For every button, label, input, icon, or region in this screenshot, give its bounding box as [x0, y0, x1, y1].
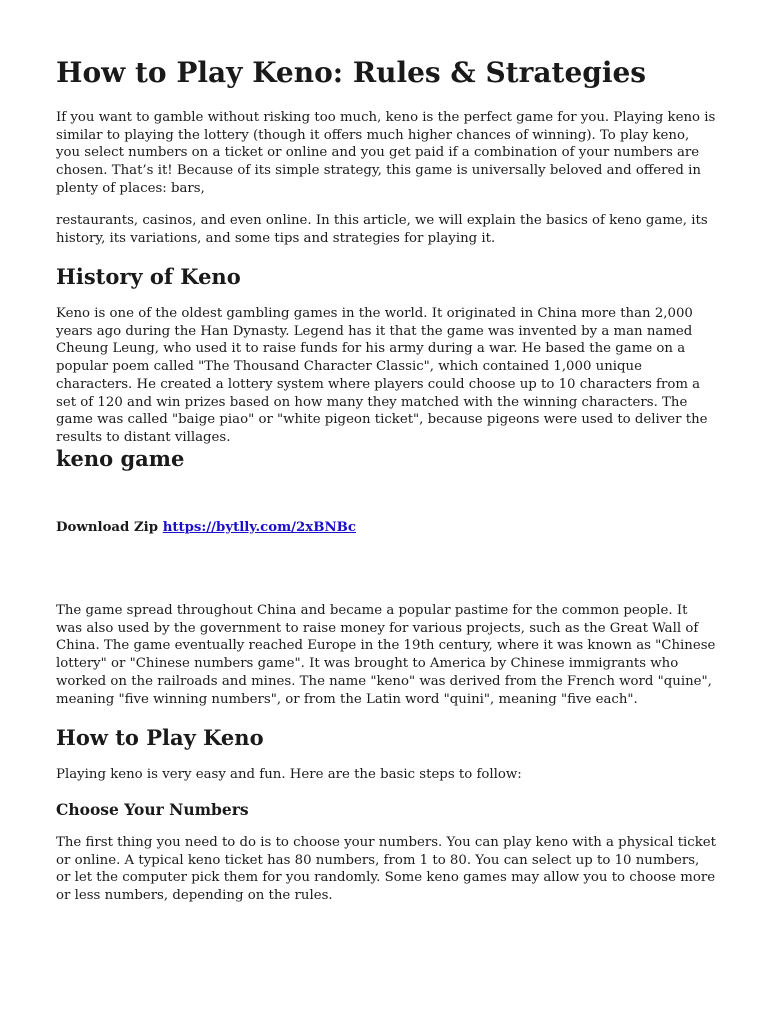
choose-numbers-paragraph: The first thing you need to do is to choose your numbers. You can play keno with a physical ticket or online. A typical keno ticket has 80 numbers, from 1 to 80. You can select up to 10 numbers, or let the computer pick them for you randomly. Some keno games may allow you to choose more or less numbers, depending on the rules. [56, 835, 717, 904]
download-label: Download Zip [56, 520, 159, 535]
how-to-play-heading: How to Play Keno [56, 725, 264, 750]
keno-game-heading: keno game [56, 446, 185, 471]
download-link[interactable]: https://bytlly.com/2xBNBc [162, 520, 356, 535]
choose-numbers-heading: Choose Your Numbers [56, 800, 249, 819]
intro-paragraph-2: restaurants, casinos, and even online. In this article, we will explain the basics of keno game, its history, its variations, and some tips and strategies for playing it. [56, 213, 708, 246]
how-to-play-intro: Playing keno is very easy and fun. Here are the basic steps to follow: [56, 767, 522, 782]
page-title: How to Play Keno: Rules & Strategies [56, 56, 647, 89]
history-paragraph-2: The game spread throughout China and became a popular pastime for the common people. It was also used by the government to raise money for various projects, such as the Great Wall of China. The game eventually reached Europe in the 19th century, where it was known as "Chinese lottery" or "Chinese numbers game". It was brought to America by Chinese immigrants who worked on the railroads and mines. The name "keno" was derived from the French word "quine", meaning "five winning numbers", or from the Latin word "quini", meaning "five each". [56, 603, 716, 707]
history-paragraph-1: Keno is one of the oldest gambling games in the world. It originated in China more than 2,000 years ago during the Han Dynasty. Legend has it that the game was invented by a man named Cheung Leung, who used it to raise funds for his army during a war. He based the game on a popular poem called "The Thousand Character Classic", which contained 1,000 unique characters. He created a lottery system where players could choose up to 10 characters from a set of 120 and win prizes based on how many they matched with the winning characters. The game was called "baige piao" or "white pigeon ticket", because pigeons were used to deliver the results to distant villages. [56, 306, 708, 445]
intro-paragraph-1: If you want to gamble without risking too much, keno is the perfect game for you. Playing keno is similar to playing the lottery (though it offers much higher chances of winning). To play keno, you select numbers on a ticket or online and you get paid if a combination of your numbers are chosen. That’s it! Because of its simple strategy, this game is universally beloved and offered in plenty of places: bars, [56, 110, 716, 196]
history-heading: History of Keno [56, 264, 241, 289]
download-line [56, 519, 356, 537]
